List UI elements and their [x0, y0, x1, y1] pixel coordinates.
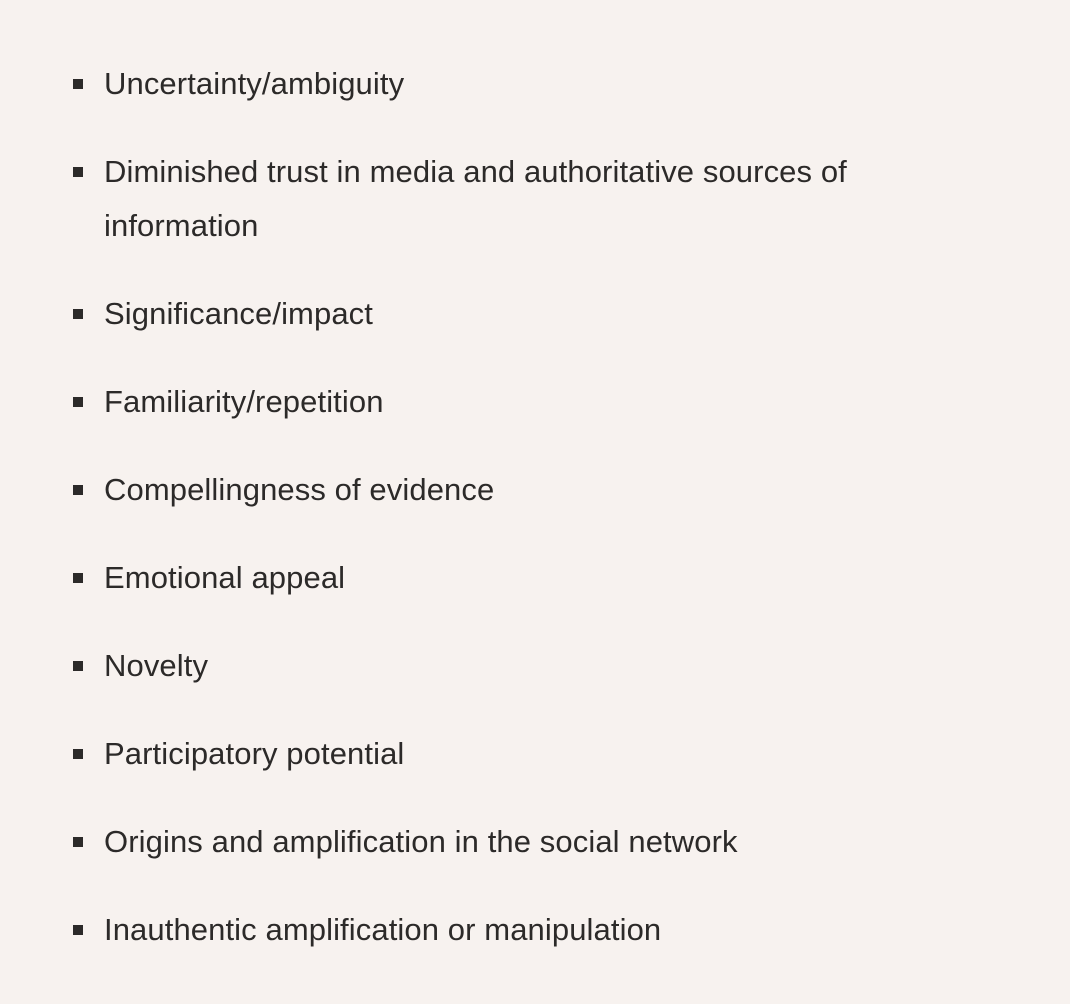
- square-bullet-icon: [73, 485, 83, 495]
- list-item-text: Inauthentic amplification or manipulation: [104, 912, 662, 947]
- list-item: [0, 727, 1070, 781]
- list-item-text: Diminished trust in media and authoritative sources of information: [104, 154, 847, 243]
- square-bullet-icon: [73, 925, 83, 935]
- square-bullet-icon: [73, 837, 83, 847]
- square-bullet-icon: [73, 79, 83, 89]
- list-item-text: Participatory potential: [104, 736, 405, 771]
- list-item: [0, 463, 1070, 517]
- square-bullet-icon: [73, 397, 83, 407]
- square-bullet-icon: [73, 749, 83, 759]
- list-item: [0, 639, 1070, 693]
- list-item: [0, 815, 1070, 869]
- list-item: [0, 287, 1070, 341]
- list-item: [0, 145, 1070, 253]
- list-item-text: Familiarity/repetition: [104, 384, 384, 419]
- list-item-text: Novelty: [104, 648, 209, 683]
- square-bullet-icon: [73, 661, 83, 671]
- list-item: [0, 57, 1070, 111]
- square-bullet-icon: [73, 309, 83, 319]
- list-item: [0, 903, 1070, 957]
- list-item-text: Significance/impact: [104, 296, 373, 331]
- list-item: [0, 551, 1070, 605]
- list-item-text: Emotional appeal: [104, 560, 346, 595]
- square-bullet-icon: [73, 167, 83, 177]
- list-item-text: Compellingness of evidence: [104, 472, 495, 507]
- bullet-list: [0, 57, 1070, 991]
- list-item: [0, 375, 1070, 429]
- list-item-text: Uncertainty/ambiguity: [104, 66, 405, 101]
- square-bullet-icon: [73, 573, 83, 583]
- list-item-text: Origins and amplification in the social network: [104, 824, 738, 859]
